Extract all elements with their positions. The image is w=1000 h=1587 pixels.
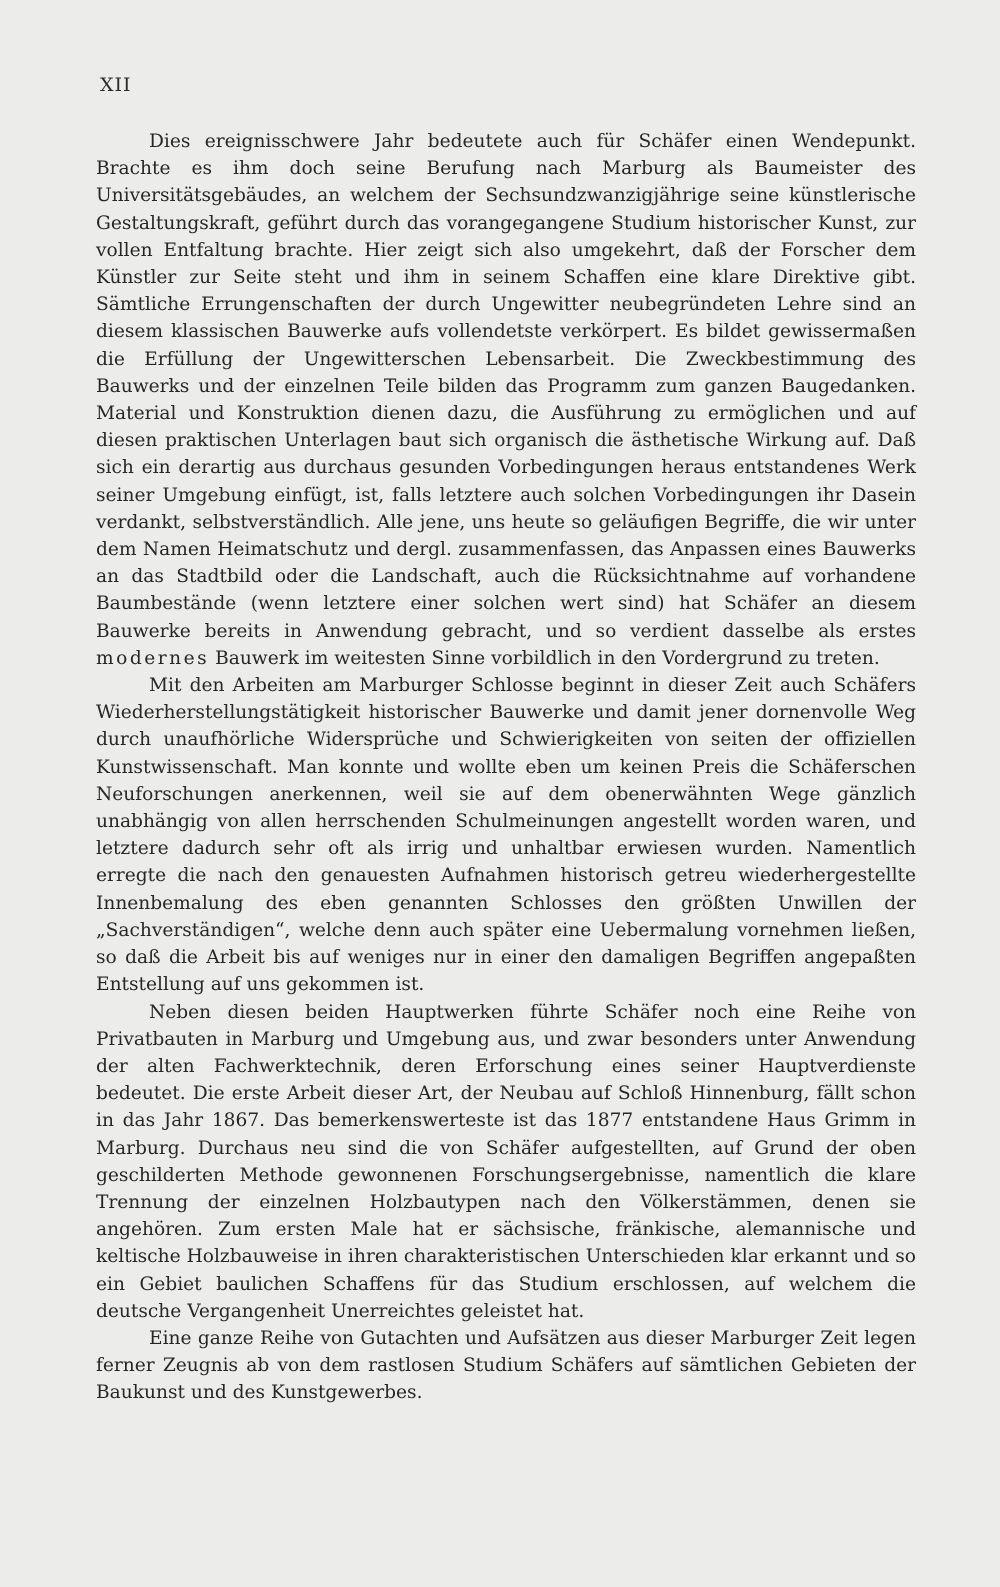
body-text (96, 128, 916, 1407)
page-number: XII (100, 74, 132, 96)
paragraph-4: Eine ganze Reihe von Gutachten und Aufsätzen aus dieser Marburger Zeit legen ferner Zeugnis ab von dem rastlosen Studium Schäfers auf sämtlichen Gebieten der Baukunst und des Kunstgewerbes. (96, 1327, 916, 1404)
paragraph-3: Neben diesen beiden Hauptwerken führte Schäfer noch eine Reihe von Privatbauten in Marburg und Umgebung aus, und zwar besonders unter Anwendung der alten Fachwerktechnik, deren Erforschung eines seiner Hauptverdienste bedeutet. Die erste Arbeit dieser Art, der Neubau auf Schloß Hinnenburg, fällt schon in das Jahr 1867. Das bemerkenswerteste ist das 1877 entstandene Haus Grimm in Marburg. Durchaus neu sind die von Schäfer aufgestellten, auf Grund der oben geschilderten Methode gewonnenen Forschungsergebnisse, namentlich die klare Trennung der einzelnen Holzbautypen nach den Völkerstämmen, denen sie angehören. Zum ersten Male hat er sächsische, fränkische, alemannische und keltische Holzbauweise in ihren charakteristischen Unterschieden klar erkannt und so ein Gebiet baulichen Schaffens für das Studium erschlossen, auf welchem die deutsche Vergangenheit Unerreichtes geleistet hat. (96, 1001, 916, 1322)
paragraph-1-text: Dies ereignisschwere Jahr bedeutete auch für Schäfer einen Wendepunkt. Brachte es ihm doch seine Berufung nach Marburg als Baumeister des Universitätsgebäudes, an welchem der Sechsundzwanzigjährige seine künstlerische Gestaltungskraft, geführt durch das vorangegangene Studium historischer Kunst, zur vollen Entfaltung brachte. Hier zeigt sich also umgekehrt, daß der Forscher dem Künstler zur Seite steht und ihm in seinem Schaffen eine klare Direktive gibt. Sämtliche Errungenschaften der durch Ungewitter neubegründeten Lehre sind an diesem klassischen Bauwerke aufs vollendetste verkörpert. Es bildet gewissermaßen die Erfüllung der Ungewitterschen Lebensarbeit. Die Zweckbestimmung des Bauwerks und der einzelnen Teile bilden das Programm zum ganzen Baugedanken. Material und Konstruktion dienen dazu, die Ausführung zu ermöglichen und auf diesen praktischen Unterlagen baut sich organisch die ästhetische Wirkung auf. Daß sich ein derartig aus durchaus gesunden Vorbedingungen heraus entstandenes Werk seiner Umgebung einfügt, ist, falls letztere auch solchen Vorbedingungen ihr Dasein verdankt, selbstverständlich. Alle jene, uns heute so geläufigen Begriffe, die wir unter dem Namen Heimatschutz und dergl. zusammenfassen, das Anpassen eines Bauwerks an das Stadtbild oder die Landschaft, auch die Rücksichtnahme auf vorhandene Baumbestände (wenn letztere einer solchen wert sind) hat Schäfer an diesem Bauwerke bereits in Anwendung gebracht, und so verdient dasselbe als erstes (96, 131, 916, 642)
emphasized-word: modernes (96, 647, 210, 669)
paragraph-2: Mit den Arbeiten am Marburger Schlosse beginnt in dieser Zeit auch Schäfers Wiederherstellungstätigkeit historischer Bauwerke und damit jener dornenvolle Weg durch unaufhörliche Widersprüche und Schwierigkeiten von seiten der offiziellen Kunstwissenschaft. Man konnte und wollte eben um keinen Preis die Schäferschen Neuforschungen anerkennen, weil sie auf dem obenerwähnten Wege gänzlich unabhängig von allen herrschenden Schulmeinungen angestellt worden waren, und letztere dadurch sehr oft als irrig und unhaltbar erwiesen wurden. Namentlich erregte die nach den genauesten Aufnahmen historisch getreu wiederhergestellte Innenbemalung des eben genannten Schlosses den größten Unwillen der „Sachverständigen“, welche denn auch später eine Uebermalung vornehmen ließen, so daß die Arbeit bis auf weniges nur in einer den damaligen Begriffen angepaßten Entstellung auf uns gekommen ist. (96, 675, 916, 996)
paragraph-1 (96, 128, 916, 672)
paragraph-1-text-end: Bauwerk im weitesten Sinne vorbildlich in den Vordergrund zu treten. (215, 647, 880, 669)
